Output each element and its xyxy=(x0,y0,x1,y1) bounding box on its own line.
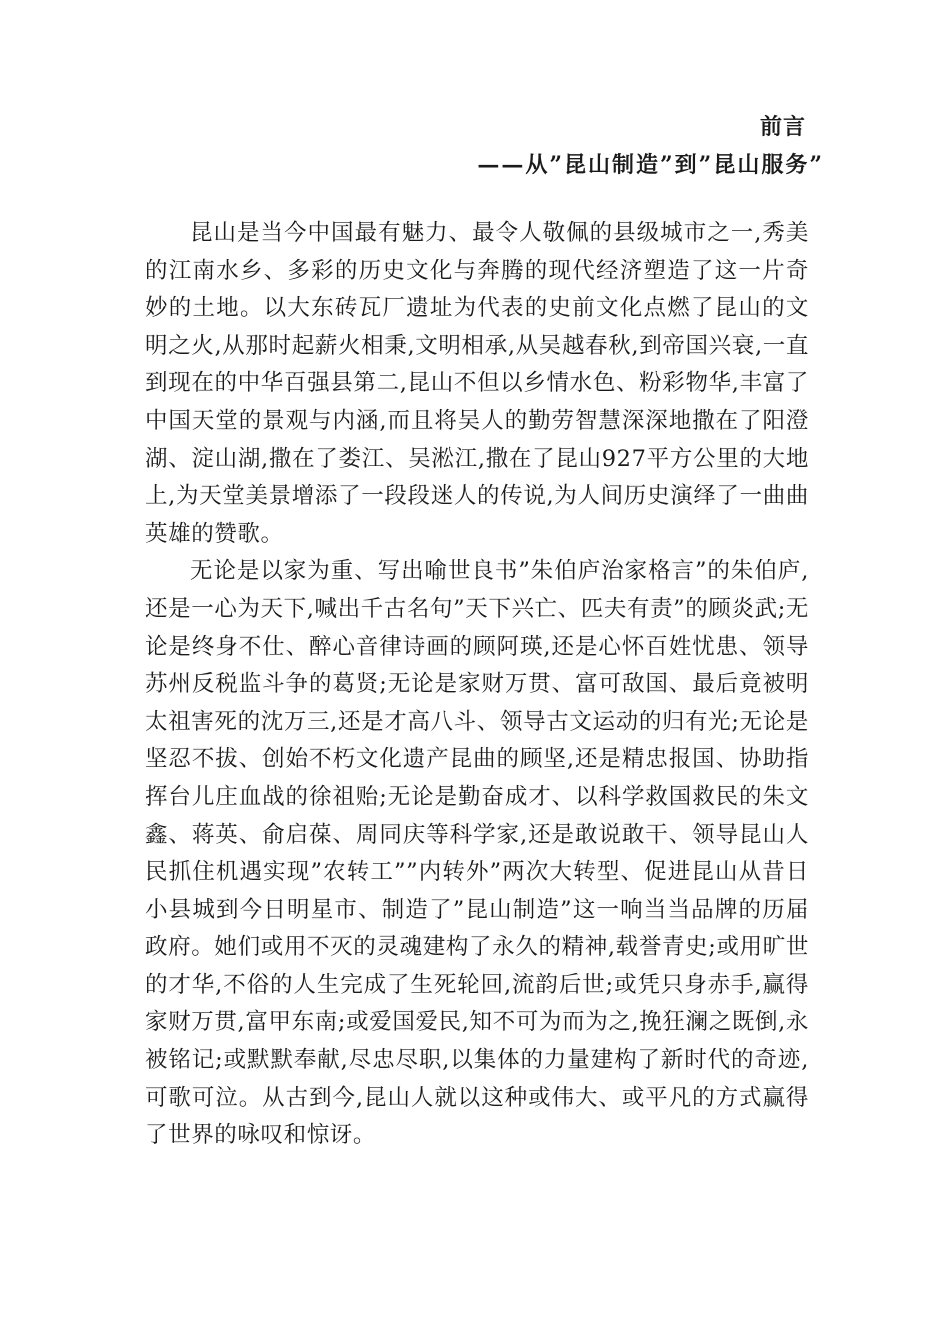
page-title: 前言 xyxy=(759,114,806,140)
page-subtitle: ——从”昆山制造”到”昆山服务” xyxy=(477,152,824,178)
paragraph: 昆山是当今中国最有魅力、最令人敬佩的县级城市之一,秀美的江南水乡、多彩的历史文化与奔腾的现代经济塑造了这一片奇妙的土地。以大东砖瓦厂遗址为代表的史前文化点燃了昆山的文明之火,从那时起薪火相秉,文明相承,从吴越春秋,到帝国兴衰,一直到现在的中华百强县第二,昆山不但以乡情水色、粉彩物华,丰富了中国天堂的景观与内涵,而且将吴人的勤劳智慧深深地撒在了阳澄湖、淀山湖,撒在了娄江、吴淞江,撒在了昆山927平方公里的大地上,为天堂美景增添了一段段迷人的传说,为人间历史演绎了一曲曲英雄的赞歌。 xyxy=(145,220,809,547)
body-text xyxy=(145,215,809,1155)
paragraph: 无论是以家为重、写出喻世良书”朱伯庐治家格言”的朱伯庐,还是一心为天下,喊出千古名句”天下兴亡、匹夫有责”的顾炎武;无论是终身不仕、醉心音律诗画的顾阿瑛,还是心怀百姓忧患、领导苏州反税监斗争的葛贤;无论是家财万贯、富可敌国、最后竟被明太祖害死的沈万三,还是才高八斗、领导古文运动的归有光;无论是坚忍不拔、创始不朽文化遗产昆曲的顾坚,还是精忠报国、协助指挥台儿庄血战的徐祖贻;无论是勤奋成才、以科学救国救民的朱文鑫、蒋英、俞启葆、周同庆等科学家,还是敢说敢干、领导昆山人民抓住机遇实现”农转工””内转外”两次大转型、促进昆山从昔日小县城到今日明星市、制造了”昆山制造”这一响当当品牌的历届政府。她们或用不灭的灵魂建构了永久的精神,载誉青史;或用旷世的才华,不俗的人生完成了生死轮回,流韵后世;或凭只身赤手,赢得家财万贯,富甲东南;或爱国爱民,知不可为而为之,挽狂澜之既倒,永被铭记;或默默奉献,尽忠尽职,以集体的力量建构了新时代的奇迹,可歌可泣。从古到今,昆山人就以这种或伟大、或平凡的方式赢得了世界的咏叹和惊讶。 xyxy=(145,558,809,1149)
